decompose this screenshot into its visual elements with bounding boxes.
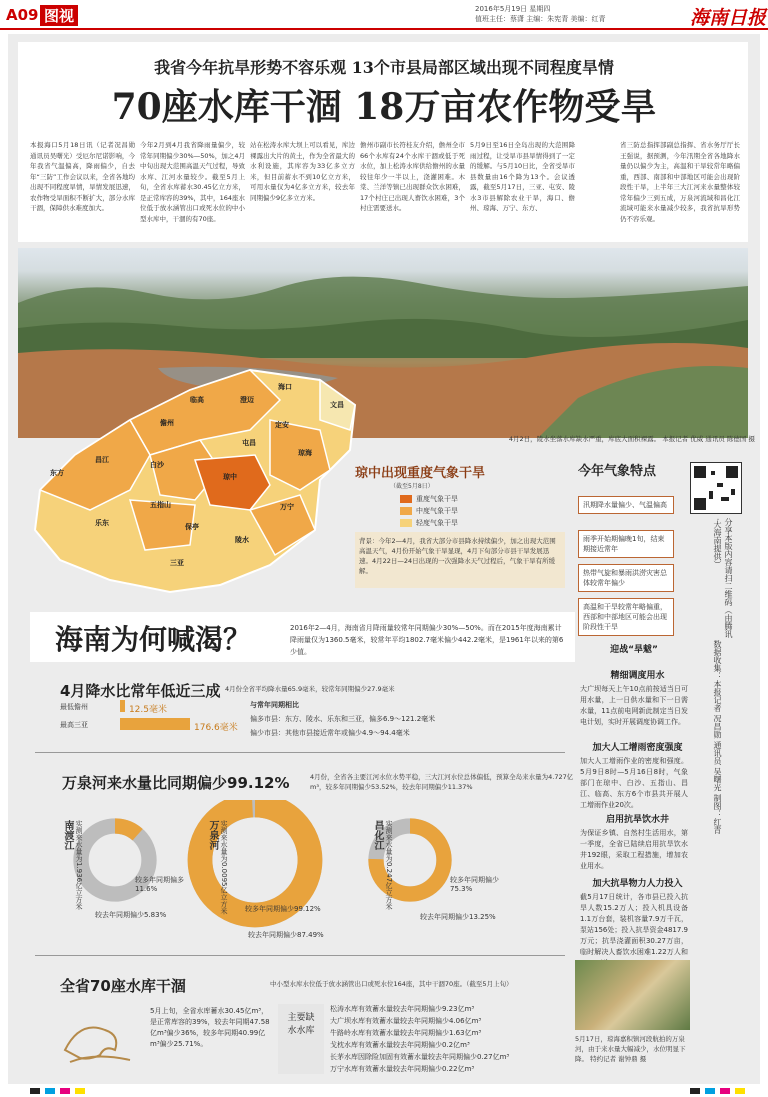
section-label: 图视 [40,5,78,26]
map-label-wenchang: 文昌 [330,401,344,409]
legend-light [400,518,458,528]
river-yoy-changhua: 较去年同期偏少13.25% [420,913,496,921]
map-label-dongfang: 东方 [50,469,64,477]
feature-card-2: 雨季开始期偏晚1旬，结束期接近常年 [578,530,674,558]
map-date: （截至5月8日） [390,483,434,490]
rain-max-value: 176.6毫米 [194,723,238,733]
rain-title: 4月降水比常年低近三成 [60,682,221,700]
legend-swatch [400,507,412,515]
legend-label: 轻度气象干旱 [416,519,458,527]
rain-min-bar [120,700,125,712]
rain-max-label: 最高三亚 [60,721,88,729]
rain-note: 4月份全省平均降水量65.9毫米，较常年同期偏少27.9毫米 [225,685,395,693]
map-label-sanya: 三亚 [170,559,184,567]
reservoir-item-1: 松涛水库有效蓄水量较去年同期偏少9.23亿m³ [330,1005,475,1013]
right-sec4-text: 截5月17日统计，各市县已投入抗旱人数15.2万人；投入机具设备1.1万台套，装机容量7.9万千瓦，泵站156处；投入抗旱资金4817.9万元；抗旱浇灌面积30.27万亩，临时解决人畜饮水困难1.22万人和 [580,893,688,956]
rain-compare-less: 偏少市县：其他市县接近常年或偏少4.9～94.4毫米 [250,729,410,737]
map-label-wuzhishan: 五指山 [150,501,171,509]
right-sec4-title: 加大抗旱物力人力投入 [592,879,683,889]
river-flow-wanquan: 实测来水量为0.0095亿立方米 [220,820,228,915]
reservoir-note: 中小型水库水位低于放水涵管出口或死水位164座，其中干涸70座。（截至5月上旬） [270,980,513,988]
right-sec2-title: 加大人工增雨密度强度 [592,743,683,753]
river-yoy-wanquan: 较去年同期偏少87.49% [248,931,324,939]
right-sec3-title: 启用抗旱饮水井 [605,815,669,825]
map-background-note: 背景：今年2—4月，我省大部分市县降水持续偏少，加之出现大范围高温天气，4月份开始气象干旱显现，4月下旬部分市县干旱发展迅速。4月22日—24日出现的一次强降水天气过程后，气象干旱有所缓解。 [355,532,565,588]
river-note: 4月份，全省各主要江河水位水势平稳，三大江河水位总体偏低，预算全岛来水量为4.727亿m³，较多年同期偏少53.52%，较去年同期偏少11.37% [310,773,574,791]
river-photo [575,960,690,1030]
page-header [0,0,768,30]
photo-caption: 4月2日，陵水坐落水库缺水严重，库底大面积裸露。 本报记者 优威 通讯员 陈德国 摄 [508,435,755,443]
map-label-lingshui: 陵水 [235,536,249,544]
river-less-wanquan: 较多年同期偏少99.12% [245,905,321,913]
body-col-5: 5月9日至16日全岛出现的大范围降雨过程，让受旱市县旱情得到了一定的缓解。与5月10日比，全省受旱市县数量由16个降为13个。会议透露，截至5月17日，三亚、屯安、陵水3市县解除农业干旱，海口、儋州、琼海、万宁、东方、 [470,141,575,212]
map-label-dingan: 定安 [275,421,289,429]
river-title: 万泉河来水量比同期偏少99.12% [62,774,290,792]
river-name-nandu: 南渡江 [62,820,73,850]
river-less-nandu: 较多年同期偏多11.6% [135,876,184,893]
print-color-bar [0,1086,768,1096]
river-name-wanquan: 万泉河 [207,820,218,850]
river-less-changhua: 较多年同期偏少75.3% [450,876,499,893]
rain-max-bar [120,718,190,730]
divider [35,752,565,753]
river-flow-nandu: 实测来水量为1.936亿立方米 [75,820,83,911]
map-label-chengmai: 澄迈 [240,396,254,404]
body-col-1: 本报海口5月18日讯（记者况昌勋 通讯员吴曙光）受厄尔尼诺影响，今年我省气温偏高，降雨偏少，自去年“三防”工作会议以来，全省各地均出现不同程度旱情，旱情发展迅速，农作物受旱面积不断扩大，部分水库干涸，保障供水难度加大。 [30,141,135,212]
why-text: 2016年2—4月，海南省月降雨量较常年同期偏少30%—50%。而在2015年度海南累计降雨量仅为1360.5毫米，较常年平均1802.7毫米偏少442.2毫米，是1961年以来的第6少值。 [290,624,564,656]
qr-code[interactable] [690,462,742,514]
reservoir-summary: 5月上旬，全省水库蓄水30.45亿m³，是正常库容的39%，较去年同期47.58亿m³偏少36%，较多年同期40.99亿m³偏少25.71%。 [150,1007,270,1048]
map-label-wanning: 万宁 [280,503,294,511]
right-sec1-title: 精细调度用水 [610,671,665,681]
right-sec3-text: 为保证乡镇、自然村生活用水，第一季度，全省已陆续启用抗旱饮水井192眼，采取工程措施，增加农业用水。 [580,829,688,870]
reservoir-item-4: 戈枕水库有效蓄水量较去年同期偏少0.2亿m³ [330,1041,470,1049]
legend-swatch [400,495,412,503]
reservoir-item-2: 大广坝水库有效蓄水量较去年同期偏少4.06亿m³ [330,1017,482,1025]
body-col-7: 省三防总指挥部副总指挥、省水务厅厅长王强说，据预测，今年汛期全省各地降水量仍以偏少为主，高温和干旱较常年略偏重，西部、南部和中部地区可能会出现阶段性干旱，上半年三大江河来水量整体较常年偏少三到五成，万泉河流域和昌化江流域可能来水量减少较多，我省抗旱形势仍不容乐观。 [620,141,740,223]
map-label-changjiang: 昌江 [95,456,109,464]
main-headline: 70座水库干涸 18万亩农作物受旱 [111,86,657,128]
map-title: 琼中出现重度气象干旱 [355,466,486,481]
map-label-danzhou: 儋州 [160,419,174,427]
map-label-haikou: 海口 [278,383,292,391]
feature-card-3: 热带气旋和暴雨洪涝灾害总体较常年偏少 [578,564,674,592]
rain-compare-title: 与常年同期相比 [250,701,299,709]
legend-label: 中度气象干旱 [416,507,458,515]
reservoir-item-6: 万宁水库有效蓄水量较去年同期偏少0.22亿m³ [330,1065,475,1073]
river-flow-changhua: 实测来水量为0.247亿立方米 [385,820,393,911]
reservoir-item-3: 牛路岭水库有效蓄水量较去年同期偏少1.63亿m³ [330,1029,482,1037]
map-label-baoting: 保亭 [185,523,199,531]
river-name-changhua: 昌化江 [372,820,383,850]
map-label-qiongzhong: 琼中 [223,473,237,481]
map-label-qionghai: 琼海 [298,449,312,457]
wave-illustration [60,1000,140,1070]
reservoir-item-5: 长茅水库因除险加固有效蓄水量较去年同期偏少0.27亿m³ [330,1053,510,1061]
rain-min-label: 最低儋州 [60,703,88,711]
rain-compare-more: 偏多市县：东方、陵水、乐东和三亚，偏多6.9～121.2毫米 [250,715,436,723]
why-title: 海南为何喊渴？ [55,623,252,656]
page-number: A09 [6,6,39,24]
legend-severe [400,494,458,504]
rain-min-value: 12.5毫米 [128,705,167,715]
map-label-baisha: 白沙 [150,461,164,469]
reservoir-main-label: 主要缺水水库 [287,1013,315,1036]
right-sec1-text: 大广坝每天上午10点前按适当日可用水量，上一日供水量和下一日需水量，11点前电网新此制定当日发电计划，实时开展调度协调工作。 [580,685,688,726]
sub-headline: 我省今年抗旱形势不容乐观 13个市县局部区域出现不同程度旱情 [154,58,614,77]
right-sec2-text: 加大人工增雨作业的密度和强度。5月9日8时—5月16日8时，气象部门在琼中、白沙、五指山、昌江、临高、东方6个市县共开展人工增雨作业20次。 [580,757,688,809]
legend-label: 重度气象干旱 [416,495,458,503]
river-yoy-nandu: 较去年同期偏少5.83% [95,911,167,919]
map-label-lingao: 临高 [190,396,204,404]
body-col-2: 今年2月到4月我省降雨量偏少，较常年同期偏少30%—50%，加之4月中旬出现大范围高温天气过程，导致水库、江河水量较少。截至5月上旬，全省水库蓄水30.45亿立方米，是正常库容的39%，其中，164座水位低于放水涵管出口或死水位的中小型水库中，干涸的有70座。 [140,141,245,223]
map-label-ledong: 乐东 [95,519,109,527]
editors-line: 值班主任：蔡潇 主编：朱宪青 美编：红青 [475,15,606,23]
right-head: 迎战“旱魃” [610,645,658,655]
legend-moderate [400,506,458,516]
map-label-tunchang: 屯昌 [242,439,256,447]
legend-swatch [400,519,412,527]
feature-card-4: 高温和干旱较常年略偏重，西部和中部地区可能会出现阶段性干旱 [578,598,674,636]
issue-date: 2016年5月19日 星期四 [475,5,551,13]
body-col-3: 站在松涛水库大坝上可以看见，库边裸露出大片的黄土，作为全省最大的水利设施，其库容为33亿多立方米，但目前蓄水不到10亿立方米，可用水量仅为4亿多立方米，较去年同期偏少9亿多立方米。 [250,141,355,202]
qr-note: 分享本版内容请扫二维码（由腾讯·大海南提供） [713,518,733,638]
river-photo-caption: 5月17日，琼海嘉积镇河段航拍的万泉河，由于来水量大幅减少，水位明显下降。 特约记者 谢钟鼎 摄 [575,1035,686,1063]
feature-card-1: 汛期降水量偏少、气温偏高 [578,496,674,514]
hainan-drought-map [20,360,360,590]
body-col-4: 儋州市副市长符桂友介绍，儋州全市66个水库有24个水库干涸或低于死水位，加上松涛水库供给儋州的水量较往年少一半以上，浇灌困难。木棠、兰洋等镇已出现群众饮水困难，17个村庄已出现人畜饮水困难，3个村庄需要送水。 [360,141,465,212]
divider [35,955,565,956]
reservoir-title: 全省70座水库干涸 [60,977,186,995]
side-credit: 数据收集：本报记者 况昌勋 通讯员 吴曙光 制图：红青 [713,640,722,835]
newspaper-logo: 海南日报 [690,7,767,29]
features-title: 今年气象特点 [578,464,657,479]
